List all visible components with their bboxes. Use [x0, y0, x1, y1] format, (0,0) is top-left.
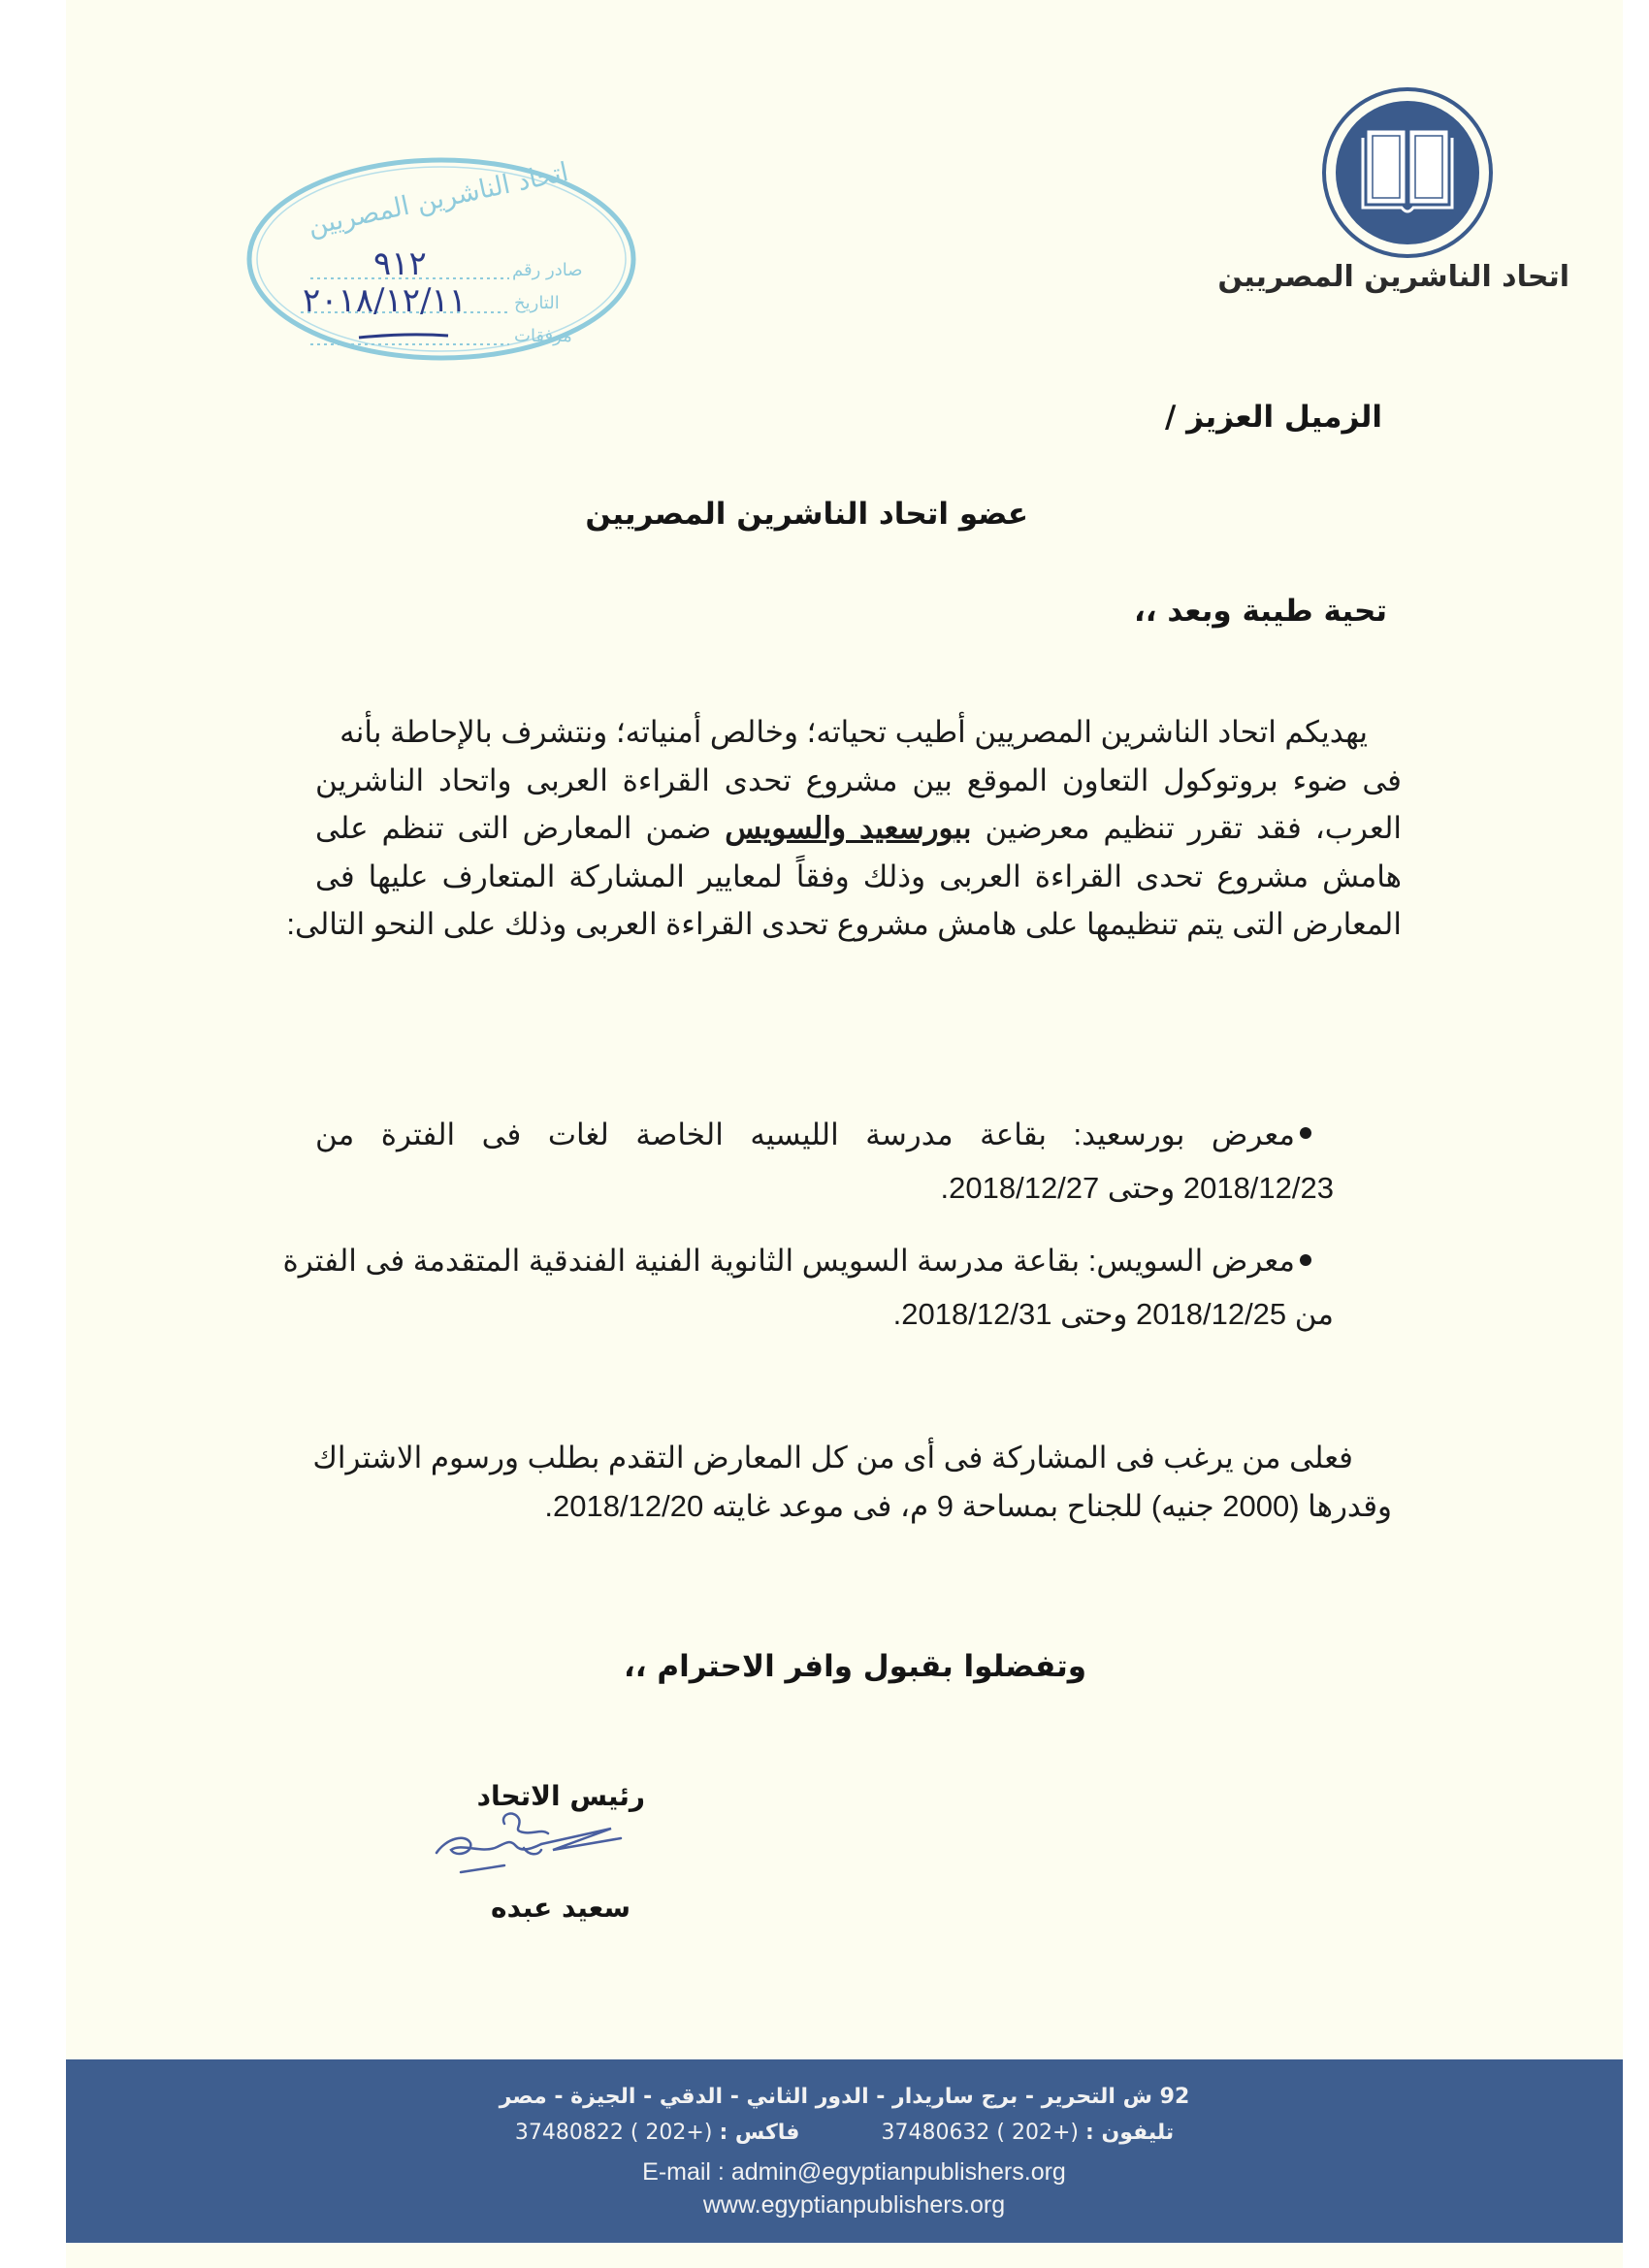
- organization-name: اتحاد الناشرين المصريين: [1217, 260, 1569, 294]
- cities-emphasis: ببورسعيد والسويس: [725, 811, 972, 845]
- exhibition-dates: من 2018/12/25 وحتى 2018/12/31.: [892, 1297, 1334, 1331]
- exhibition-item: [315, 1108, 1334, 1215]
- body-line: [315, 804, 1402, 853]
- phone-number: 37480632 ( 202+): [881, 2121, 1080, 2145]
- handwritten-signature: [427, 1799, 679, 1887]
- fax-number: 37480822 ( 202+): [514, 2121, 713, 2145]
- stamp-attachments-label: مرفقات: [514, 326, 572, 346]
- body-line-prefix: العرب، فقد تقرر تنظيم معرضين: [985, 811, 1403, 845]
- footer-website[interactable]: www.egyptianpublishers.org: [702, 2191, 1006, 2219]
- signer-title: رئيس الاتحاد: [476, 1780, 645, 1812]
- footer-email[interactable]: E-mail : admin@egyptianpublishers.org: [642, 2158, 1066, 2186]
- exhibition-item: [282, 1234, 1334, 1341]
- body-line: يهديكم اتحاد الناشرين المصريين أطيب تحياته؛ وخالص أمنياته؛ ونتشرف بالإحاطة بأنه: [340, 715, 1368, 749]
- body-line: فى ضوء بروتوكول التعاون الموقع بين مشروع تحدى القراءة العربى واتحاد الناشرين: [315, 762, 1402, 797]
- stamp-date-label: التاريخ: [514, 293, 560, 313]
- body-line: هامش مشروع تحدى القراءة العربى وذلك وفقاً لمعايير المشاركة المتعارف عليها فى: [315, 859, 1402, 893]
- stamp-date-value: ٢٠١٨/١٢/١١: [303, 281, 468, 320]
- closing-line: وقدرها (2000 جنيه) للجناح بمساحة 9 م، فى موعد غايته 2018/12/20.: [544, 1488, 1392, 1523]
- stamp-organization-name: اتحاد الناشرين المصريين: [305, 156, 571, 243]
- footer-phones: [66, 2121, 1623, 2145]
- body-paragraph: [286, 708, 1403, 949]
- stamp-number-label: صادر رقم: [512, 260, 583, 280]
- exhibition-line: معرض السويس: بقاعة مدرسة السويس الثانوية الفنية الفندقية المتقدمة فى الفترة: [282, 1244, 1295, 1278]
- signer-name: سعيد عبده: [491, 1892, 630, 1924]
- stamp-number-value: ٩١٢: [373, 244, 427, 283]
- body-line: المعارض التى يتم تنظيمها على هامش مشروع تحدى القراءة العربى وذلك على النحو التالى:: [286, 907, 1402, 941]
- outgoing-stamp: [242, 155, 640, 364]
- logo-emblem: [1322, 87, 1493, 258]
- exhibition-line: معرض بورسعيد: بقاعة مدرسة الليسيه الخاصة لغات فى الفترة من: [315, 1118, 1295, 1151]
- greeting: تحية طيبة وبعد ،،: [1134, 594, 1387, 629]
- exhibition-dates: 2018/12/23 وحتى 2018/12/27.: [940, 1171, 1334, 1205]
- open-book-icon: [1336, 101, 1479, 244]
- footer-address: 92 ش التحرير - برج ساريدار - الدور الثاني - الدقي - الجيزة - مصر: [499, 2085, 1190, 2109]
- closing-paragraph: [312, 1434, 1392, 1530]
- phone-label: تليفون :: [1085, 2121, 1175, 2145]
- sign-off: وتفضلوا بقبول وافر الاحترام ،،: [624, 1649, 1086, 1684]
- salutation: الزميل العزيز /: [1165, 400, 1382, 435]
- fax-label: فاكس :: [719, 2121, 800, 2145]
- closing-line: فعلى من يرغب فى المشاركة فى أى من كل المعارض التقدم بطلب ورسوم الاشتراك: [312, 1441, 1353, 1474]
- footer-contact-band: [66, 2059, 1623, 2243]
- addressee: عضو اتحاد الناشرين المصريين: [585, 497, 1028, 532]
- body-line-suffix: ضمن المعارض التى تنظم على: [315, 811, 712, 845]
